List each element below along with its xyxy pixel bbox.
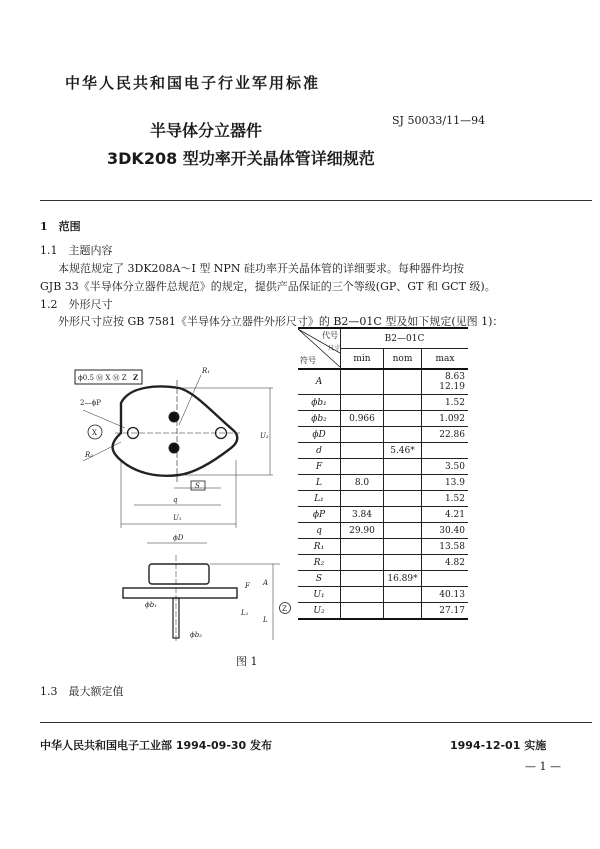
table-row [298, 491, 468, 507]
cell-nom [384, 507, 422, 523]
table-corner-header [298, 328, 341, 369]
svg-text:q: q [173, 496, 178, 504]
cell-max: 1.52 [422, 395, 469, 411]
svg-text:Z: Z [133, 373, 139, 382]
cell-max: 27.17 [422, 603, 469, 620]
svg-text:F: F [245, 582, 250, 590]
figure-caption: 图 1 [236, 655, 258, 668]
cell-max: 1.092 [422, 411, 469, 427]
cell-sym: d [298, 443, 341, 459]
svg-text:A: A [263, 579, 269, 587]
cell-nom [384, 555, 422, 571]
paragraph: 外形尺寸应按 GB 7581《半导体分立器件外形尺寸》的 B2—01C 型及如下规定(见图 1)： [58, 315, 504, 328]
table-row [298, 427, 468, 443]
title-line-2: 3DK208 型功率开关晶体管详细规范 [107, 149, 375, 168]
cell-nom [384, 491, 422, 507]
svg-text:U₁: U₁ [173, 514, 182, 522]
cell-sym: ϕb₁ [298, 395, 341, 411]
cell-min [341, 369, 384, 395]
cell-min [341, 443, 384, 459]
cell-nom: 5.46* [384, 443, 422, 459]
cell-nom [384, 539, 422, 555]
title-line-1: 半导体分立器件 [150, 121, 263, 140]
page-number: — 1 — [525, 760, 561, 773]
table-row [298, 411, 468, 427]
svg-text:R₂: R₂ [85, 451, 94, 459]
cell-sym: ϕD [298, 427, 341, 443]
cell-nom [384, 523, 422, 539]
table-row [298, 395, 468, 411]
col-header-nom: nom [384, 349, 422, 370]
svg-text:2—ϕP: 2—ϕP [80, 399, 101, 407]
cell-max: 22.86 [422, 427, 469, 443]
cell-sym: F [298, 459, 341, 475]
cell-sym: ϕP [298, 507, 341, 523]
section-1-3-heading: 1.3 最大额定值 [40, 685, 124, 698]
cell-min: 8.0 [341, 475, 384, 491]
cell-min [341, 571, 384, 587]
cell-sym: R₁ [298, 539, 341, 555]
cell-min [341, 427, 384, 443]
effective-date: 1994-12-01 实施 [450, 739, 547, 752]
paragraph: GJB 33《半导体分立器件总规范》的规定，提供产品保证的三个等级(GP、GT 和 GCT 级)。 [40, 280, 496, 293]
table-row [298, 539, 468, 555]
cell-max [422, 571, 469, 587]
cell-nom [384, 395, 422, 411]
cell-max: 3.50 [422, 459, 469, 475]
corner-symbol-label: 符号 [300, 356, 316, 365]
cell-max: 4.82 [422, 555, 469, 571]
section-1-1-heading: 1.1 主题内容 [40, 244, 113, 257]
svg-text:S: S [195, 482, 200, 490]
cell-min: 29.90 [341, 523, 384, 539]
cell-min [341, 395, 384, 411]
cell-nom [384, 603, 422, 620]
table-row [298, 507, 468, 523]
cell-nom [384, 427, 422, 443]
cell-max: 13.58 [422, 539, 469, 555]
cell-max: 13.9 [422, 475, 469, 491]
cell-nom [384, 369, 422, 395]
cell-nom: 16.89* [384, 571, 422, 587]
cell-min [341, 491, 384, 507]
svg-text:L: L [263, 616, 268, 624]
svg-text:L₁: L₁ [241, 609, 249, 617]
cell-sym: L [298, 475, 341, 491]
cell-sym: U₁ [298, 587, 341, 603]
cell-max: 1.52 [422, 491, 469, 507]
table-row [298, 587, 468, 603]
svg-text:ϕb₂: ϕb₂ [190, 631, 203, 639]
cell-sym: U₂ [298, 603, 341, 620]
col-header-min: min [341, 349, 384, 370]
package-header: B2—01C [341, 328, 469, 349]
cell-min [341, 555, 384, 571]
svg-text:ϕD: ϕD [173, 534, 184, 542]
svg-text:U₂: U₂ [260, 432, 269, 440]
cell-nom [384, 411, 422, 427]
cell-max: 8.63 12.19 [422, 369, 469, 395]
table-row [298, 555, 468, 571]
divider [40, 200, 592, 201]
footer-divider [40, 722, 592, 723]
cell-max: 40.13 [422, 587, 469, 603]
svg-text:X: X [92, 429, 97, 437]
cell-sym: q [298, 523, 341, 539]
cell-min [341, 539, 384, 555]
transistor-outline-drawing [55, 360, 295, 645]
paragraph: 本规范规定了 3DK208A～I 型 NPN 硅功率开关晶体管的详细要求。每种器件均按 [58, 262, 464, 275]
cell-sym: L₁ [298, 491, 341, 507]
col-header-max: max [422, 349, 469, 370]
table-row [298, 369, 468, 395]
corner-code-label: 代号 [322, 331, 338, 340]
cell-sym: R₂ [298, 555, 341, 571]
section-1-heading: 1 范围 [40, 220, 81, 233]
cell-nom [384, 475, 422, 491]
cell-max: 4.21 [422, 507, 469, 523]
cell-min: 3.84 [341, 507, 384, 523]
cell-sym: A [298, 369, 341, 395]
corner-dim-label: 尺寸 [327, 345, 340, 352]
table-row [298, 459, 468, 475]
tolerance-label: ϕ0.5 Ⓜ X Ⓜ Z [78, 374, 127, 382]
cell-sym: ϕb₂ [298, 411, 341, 427]
standard-category: 中华人民共和国电子行业军用标准 [65, 74, 321, 92]
cell-sym: S [298, 571, 341, 587]
issue-info: 中华人民共和国电子工业部 1994-09-30 发布 [40, 739, 273, 752]
table-row [298, 603, 468, 620]
dimension-table [298, 327, 468, 620]
cell-max [422, 443, 469, 459]
standard-code: SJ 50033/11—94 [392, 114, 486, 127]
table-row [298, 443, 468, 459]
cell-min [341, 459, 384, 475]
svg-text:ϕb₁: ϕb₁ [145, 601, 158, 609]
table-row [298, 475, 468, 491]
svg-text:R₁: R₁ [202, 367, 211, 375]
section-1-2-heading: 1.2 外形尺寸 [40, 298, 113, 311]
table-row [298, 523, 468, 539]
cell-nom [384, 459, 422, 475]
table-row [298, 571, 468, 587]
cell-nom [384, 587, 422, 603]
svg-text:Z: Z [282, 605, 287, 613]
cell-min [341, 603, 384, 620]
cell-min: 0.966 [341, 411, 384, 427]
cell-min [341, 587, 384, 603]
cell-max: 30.40 [422, 523, 469, 539]
